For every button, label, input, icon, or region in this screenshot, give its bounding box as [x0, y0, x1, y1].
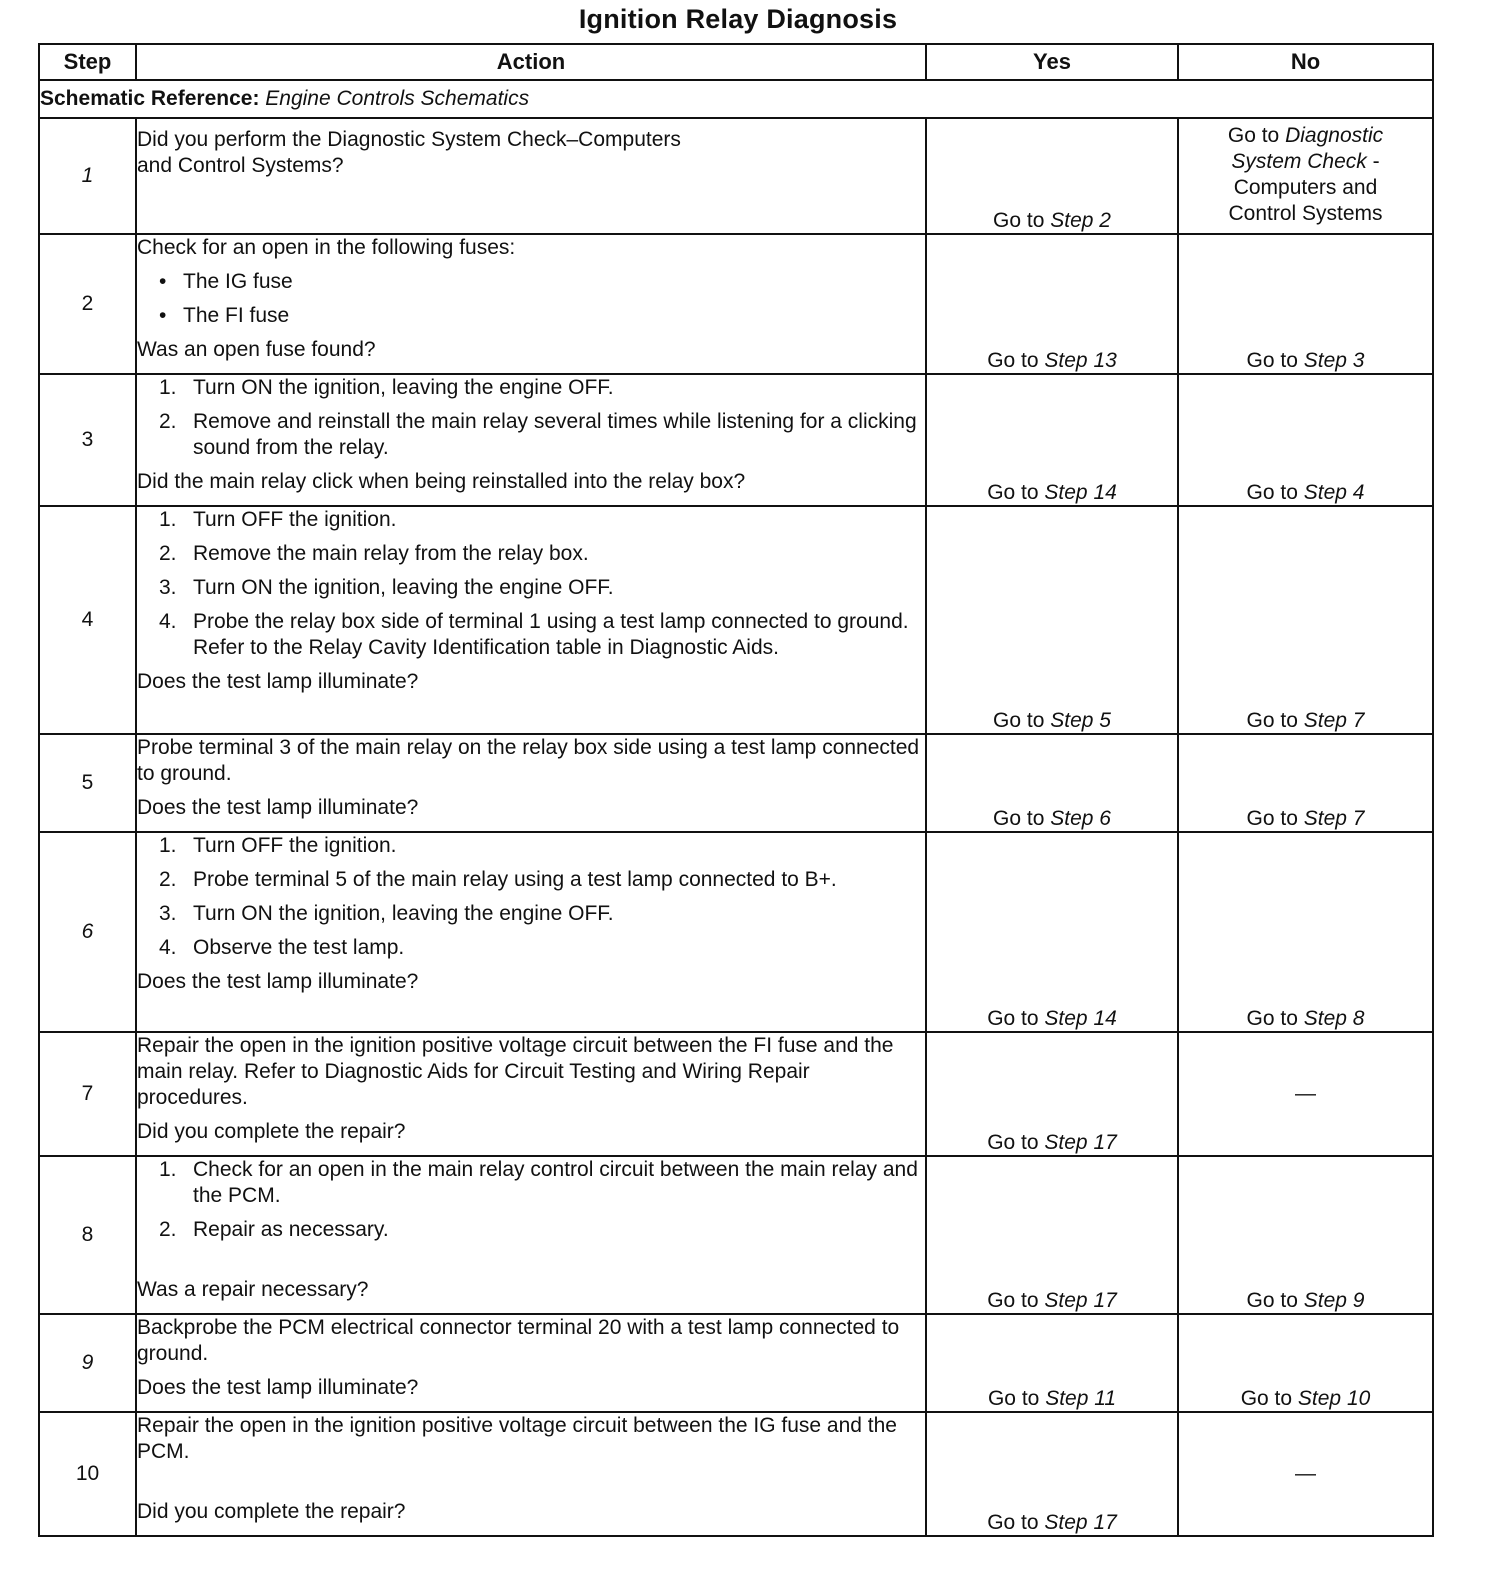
numbered-item: 2. Remove and reinstall the main relay several times while listening for a clicking sound from the relay. — [159, 410, 917, 459]
yes-step-ref: Step 17 — [1044, 1289, 1117, 1312]
no-cell: Go to Step 7 — [1178, 734, 1433, 832]
schematic-row — [39, 80, 1433, 118]
yes-step-ref: Step 14 — [1044, 1007, 1117, 1030]
header-yes: Yes — [926, 44, 1178, 80]
no-ref-tail: - — [1366, 150, 1380, 173]
step-number: 5 — [39, 734, 136, 832]
numbered-item: 3. Turn ON the ignition, leaving the engine OFF. — [159, 576, 614, 599]
step-number: 1 — [39, 118, 136, 234]
yes-cell — [926, 118, 1178, 234]
no-ref: System Check — [1231, 150, 1367, 173]
table-row — [39, 1412, 1433, 1536]
header-step: Step — [39, 44, 136, 80]
action-cell — [136, 1156, 926, 1314]
no-ref: Control Systems — [1228, 202, 1383, 225]
no-cell: Go to Step 9 — [1178, 1156, 1433, 1314]
schematic-label: Schematic Reference: — [40, 87, 260, 110]
question-text: Was a repair necessary? — [137, 1278, 369, 1301]
question-text: Does the test lamp illuminate? — [137, 970, 419, 993]
no-cell — [1178, 1412, 1433, 1536]
page-title: Ignition Relay Diagnosis — [578, 4, 898, 34]
numbered-item: 1. Turn OFF the ignition. — [159, 508, 397, 531]
no-step-ref: Step 7 — [1303, 807, 1365, 830]
action-text: Repair the open in the ignition positive voltage circuit between the IG fuse and the PCM. — [137, 1414, 897, 1463]
bullet-item: • The FI fuse — [159, 304, 290, 327]
yes-cell: Go to Step 14 — [926, 374, 1178, 506]
table-row — [39, 1156, 1433, 1314]
action-text: Check for an open in the following fuses: — [137, 236, 516, 259]
numbered-item: 4. Probe the relay box side of terminal 1 using a test lamp connected to ground. Refer to the Relay Cavity Identification table in Diagnostic Aids. — [159, 610, 909, 659]
no-step-ref: Step 8 — [1303, 1007, 1365, 1030]
table-row — [39, 734, 1433, 832]
action-cell — [136, 1314, 926, 1412]
step-number: 3 — [39, 374, 136, 506]
action-cell — [136, 506, 926, 734]
yes-step-ref: Step 17 — [1044, 1131, 1117, 1154]
no-cell — [1178, 118, 1433, 234]
yes-cell: Go to Step 14 — [926, 832, 1178, 1032]
step-number: 9 — [39, 1314, 136, 1412]
question-text: Does the test lamp illuminate? — [137, 796, 419, 819]
action-cell — [136, 234, 926, 374]
no-cell: Go to Step 7 — [1178, 506, 1433, 734]
no-step-ref: Step 4 — [1303, 481, 1365, 504]
no-step-ref: Step 7 — [1303, 709, 1365, 732]
header-no: No — [1178, 44, 1433, 80]
yes-step-ref: Step 17 — [1044, 1511, 1117, 1534]
header-row — [39, 44, 1433, 80]
no-cell: Go to Step 10 — [1178, 1314, 1433, 1412]
yes-cell: Go to Step 11 — [926, 1314, 1178, 1412]
step-number: 2 — [39, 234, 136, 374]
yes-step-ref: Step 14 — [1044, 481, 1117, 504]
schematic-value: Engine Controls Schematics — [265, 87, 530, 110]
table-row — [39, 1032, 1433, 1156]
numbered-item: 2. Probe terminal 5 of the main relay using a test lamp connected to B+. — [159, 868, 837, 891]
bullet-item: • The IG fuse — [159, 270, 293, 293]
no-cell: Go to Step 3 — [1178, 234, 1433, 374]
step-number: 7 — [39, 1032, 136, 1156]
numbered-item: 1. Turn OFF the ignition. — [159, 834, 397, 857]
yes-cell: Go to Step 17 — [926, 1156, 1178, 1314]
yes-step-ref: Step 13 — [1044, 349, 1117, 372]
action-cell — [136, 734, 926, 832]
question-text: Did you complete the repair? — [137, 1120, 406, 1143]
question-text: Was an open fuse found? — [137, 338, 376, 361]
no-step-ref: Step 9 — [1303, 1289, 1365, 1312]
yes-cell: Go to Step 17 — [926, 1032, 1178, 1156]
numbered-item: 2. Repair as necessary. — [159, 1218, 389, 1241]
schematic-reference — [39, 80, 1433, 118]
no-cell: Go to Step 8 — [1178, 832, 1433, 1032]
table-row — [39, 118, 1433, 234]
diagnosis-table — [38, 43, 1434, 1537]
table-row — [39, 1314, 1433, 1412]
question-text: Does the test lamp illuminate? — [137, 1376, 419, 1399]
no-cell: Go to Step 4 — [1178, 374, 1433, 506]
action-text: and Control Systems? — [137, 154, 344, 177]
action-cell — [136, 832, 926, 1032]
step-number: 4 — [39, 506, 136, 734]
action-text: Repair the open in the ignition positive voltage circuit between the FI fuse and the main relay. Refer to Diagnostic Aids for Circuit Testing and Wiring Repair procedures. — [137, 1034, 894, 1109]
yes-step-ref: Step 6 — [1050, 807, 1111, 830]
action-cell — [136, 118, 926, 234]
step-number: 10 — [39, 1412, 136, 1536]
yes-cell: Go to Step 17 — [926, 1412, 1178, 1536]
question-text: Does the test lamp illuminate? — [137, 670, 419, 693]
yes-step-ref: Step 11 — [1045, 1387, 1117, 1410]
question-text: Did the main relay click when being reinstalled into the relay box? — [137, 470, 746, 493]
yes-cell: Go to Step 6 — [926, 734, 1178, 832]
numbered-item: 4. Observe the test lamp. — [159, 936, 405, 959]
action-text: Did you perform the Diagnostic System Check–Computers — [137, 128, 681, 151]
action-cell — [136, 1412, 926, 1536]
numbered-item: 1. Turn ON the ignition, leaving the engine OFF. — [159, 376, 614, 399]
question-text: Did you complete the repair? — [137, 1500, 406, 1523]
no-dash: — — [1295, 1462, 1316, 1485]
goto-prefix: Go to — [1227, 124, 1280, 147]
header-action: Action — [136, 44, 926, 80]
numbered-item: 3. Turn ON the ignition, leaving the engine OFF. — [159, 902, 614, 925]
table-row — [39, 374, 1433, 506]
action-cell — [136, 374, 926, 506]
yes-cell: Go to Step 13 — [926, 234, 1178, 374]
yes-step-ref: Step 2 — [1050, 209, 1111, 232]
no-step-ref: Step 3 — [1303, 349, 1365, 372]
action-cell — [136, 1032, 926, 1156]
no-dash: — — [1295, 1082, 1316, 1105]
no-step-ref: Step 10 — [1297, 1387, 1371, 1410]
step-number: 6 — [39, 832, 136, 1032]
table-row — [39, 506, 1433, 734]
yes-step-ref: Step 5 — [1050, 709, 1111, 732]
no-ref: Diagnostic — [1285, 124, 1384, 147]
table-row — [39, 832, 1433, 1032]
no-cell — [1178, 1032, 1433, 1156]
action-text: Probe terminal 3 of the main relay on the relay box side using a test lamp connected to ground. — [137, 736, 920, 785]
table-row — [39, 234, 1433, 374]
step-number: 8 — [39, 1156, 136, 1314]
goto-prefix: Go to — [993, 209, 1045, 232]
numbered-item: 2. Remove the main relay from the relay box. — [159, 542, 589, 565]
numbered-item: 1. Check for an open in the main relay control circuit between the main relay and the PCM. — [159, 1158, 918, 1207]
action-text: Backprobe the PCM electrical connector terminal 20 with a test lamp connected to ground. — [137, 1316, 900, 1365]
yes-cell: Go to Step 5 — [926, 506, 1178, 734]
no-ref: Computers and — [1233, 176, 1378, 199]
